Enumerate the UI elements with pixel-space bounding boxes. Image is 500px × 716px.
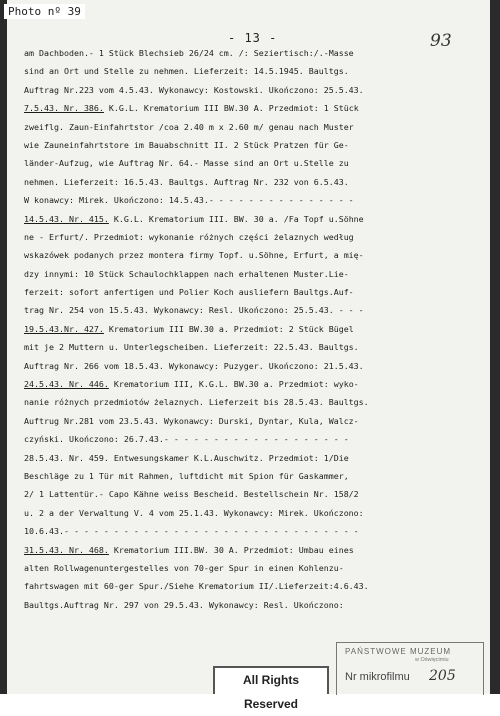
folio-number: 93 — [430, 31, 452, 51]
line-text: Beschläge zu 1 Tür mit Rahmen, luftdicht mit Spion für Gaskammer, — [24, 470, 349, 481]
rights-stamp — [213, 666, 329, 711]
text-line — [24, 191, 479, 209]
line-text: Auftrug Nr.281 vom 23.5.43. Wykonawcy: Durski, Dyntar, Kula, Walcz- — [24, 415, 359, 426]
text-line — [24, 467, 479, 485]
line-text: dzy innymi: 10 Stück Schaulochklappen nach erhaltenen Muster.Lie- — [24, 268, 349, 279]
text-line — [24, 62, 479, 80]
text-line — [24, 320, 479, 338]
line-text: wskazówek podanych przez montera firmy Topf. u.Söhne, Erfurt, a mię- — [24, 250, 364, 261]
line-text: alten Rollwagenuntergestelles von 70-ger Spur in einen Kohlenzu- — [24, 562, 344, 573]
line-text: länder-Aufzug, wie Auftrag Nr. 64.- Masse sind an Ort u.Stelle zu — [24, 158, 349, 169]
line-text: czyński. Ukończono: 26.7.43.- - - - - - - - - - - - - - - - - - - — [24, 434, 349, 445]
line-text: K.G.L. Krematorium III. BW. 30 a. /Fa Topf u.Söhne — [108, 213, 364, 224]
entry-reference: 14.5.43. Nr. 415. — [24, 213, 109, 224]
entry-reference: 19.5.43.Nr. 427. — [24, 323, 104, 334]
line-text: Baultgs.Auftrag Nr. 297 von 29.5.43. Wykonawcy: Resl. Ukończono: — [24, 599, 344, 610]
text-line — [24, 485, 479, 503]
line-text: Auftrag Nr.223 vom 4.5.43. Wykonawcy: Kostowski. Ukończono: 25.5.43. — [24, 84, 364, 95]
line-text: W konawcy: Mirek. Ukończono: 14.5.43.- - - - - - - - - - - - - - - — [24, 195, 354, 206]
text-line — [24, 210, 479, 228]
line-text: nanie różnych przedmiotów żelaznych. Lieferzeit bis 28.5.43. Baultgs. — [24, 397, 369, 408]
text-line — [24, 301, 479, 319]
line-text: Krematorium III BW.30 a. Przedmiot: 2 Stück Bügel — [103, 323, 354, 334]
text-line — [24, 393, 479, 411]
microfilm-label: Nr mikrofilmu — [345, 671, 410, 683]
line-text: u. 2 a der Verwaltung V. 4 vom 25.1.43. Wykonawcy: Mirek. Ukończono: — [24, 507, 364, 518]
line-text: trag Nr. 254 von 15.5.43. Wykonawcy: Resl. Ukończono: 25.5.43. - - - — [24, 305, 364, 316]
line-text: sind an Ort und Stelle zu nehmen. Lieferzeit: 14.5.1945. Baultgs. — [24, 66, 349, 77]
line-text: K.G.L. Krematorium III BW.30 A. Przedmiot: 1 Stück — [103, 103, 359, 114]
line-text: mit je 2 Muttern u. Unterlegscheiben. Lieferzeit: 22.5.43. Baultgs. — [24, 342, 359, 353]
text-line — [24, 559, 479, 577]
text-line — [24, 118, 479, 136]
text-line — [24, 99, 479, 117]
line-text: am Dachboden.- 1 Stück Blechsieb 26/24 cm. /: Seziertisch:/.-Masse — [24, 48, 354, 58]
line-text: 28.5.43. Nr. 459. Entwesungskamer K.L.Auschwitz. Przedmiot: 1/Die — [24, 452, 349, 463]
line-text: 2/ 1 Lattentür.- Capo Kähne weiss Bescheid. Bestellschein Nr. 158/2 — [24, 489, 359, 500]
text-line — [24, 504, 479, 522]
rights-stamp-text: All Rights Reserved — [243, 673, 299, 711]
museum-stamp — [336, 642, 484, 695]
text-line — [24, 44, 479, 62]
text-line — [24, 596, 479, 614]
document-text — [24, 44, 479, 614]
line-text: fahrtswagen mit 60-ger Spur./Siehe Krematorium II/.Lieferzeit:4.6.43. — [24, 581, 369, 592]
text-line — [24, 265, 479, 283]
text-line — [24, 246, 479, 264]
text-line — [24, 154, 479, 172]
text-line — [24, 338, 479, 356]
page-number: - 13 - — [228, 31, 278, 45]
text-line — [24, 228, 479, 246]
text-line — [24, 430, 479, 448]
photo-label: Photo nº 39 — [4, 4, 85, 19]
text-line — [24, 522, 479, 540]
text-line — [24, 81, 479, 99]
line-text: nehmen. Lieferzeit: 16.5.43. Baultgs. Auftrag Nr. 232 von 6.5.43. — [24, 176, 349, 187]
text-line — [24, 449, 479, 467]
line-text: Krematorium III, K.G.L. BW.30 a. Przedmiot: wyko- — [108, 379, 359, 390]
text-line — [24, 357, 479, 375]
line-text: 10.6.43.- - - - - - - - - - - - - - - - - - - - - - - - - - - - - - — [24, 526, 359, 537]
text-line — [24, 173, 479, 191]
text-line — [24, 541, 479, 559]
text-line — [24, 136, 479, 154]
entry-reference: 24.5.43. Nr. 446. — [24, 379, 109, 390]
line-text: wie Zauneinfahrtstore im Bauabschnitt II. 2 Stück Pratzen für Ge- — [24, 139, 349, 150]
line-text: ferzeit: sofort anfertigen und Polier Koch ausliefern Baultgs.Auf- — [24, 287, 354, 298]
museum-place: w Oświęcimiu — [415, 657, 449, 663]
line-text: zweiflg. Zaun-Einfahrtstor /coa 2.40 m x 2.60 m/ genau nach Muster — [24, 121, 354, 132]
text-line — [24, 375, 479, 393]
text-line — [24, 412, 479, 430]
entry-reference: 31.5.43. Nr. 468. — [24, 544, 109, 555]
text-line — [24, 283, 479, 301]
line-text: Auftrag Nr. 266 vom 18.5.43. Wykonawcy: Puzyger. Ukończono: 21.5.43. — [24, 360, 364, 371]
line-text: ne - Erfurt/. Przedmiot: wykonanie różnych części żelaznych według — [24, 231, 354, 242]
museum-name: PAŃSTWOWE MUZEUM — [345, 647, 452, 656]
text-line — [24, 577, 479, 595]
line-text: Krematorium III.BW. 30 A. Przedmiot: Umbau eines — [108, 544, 354, 555]
microfilm-number: 205 — [429, 668, 456, 684]
entry-reference: 7.5.43. Nr. 386. — [24, 103, 104, 114]
